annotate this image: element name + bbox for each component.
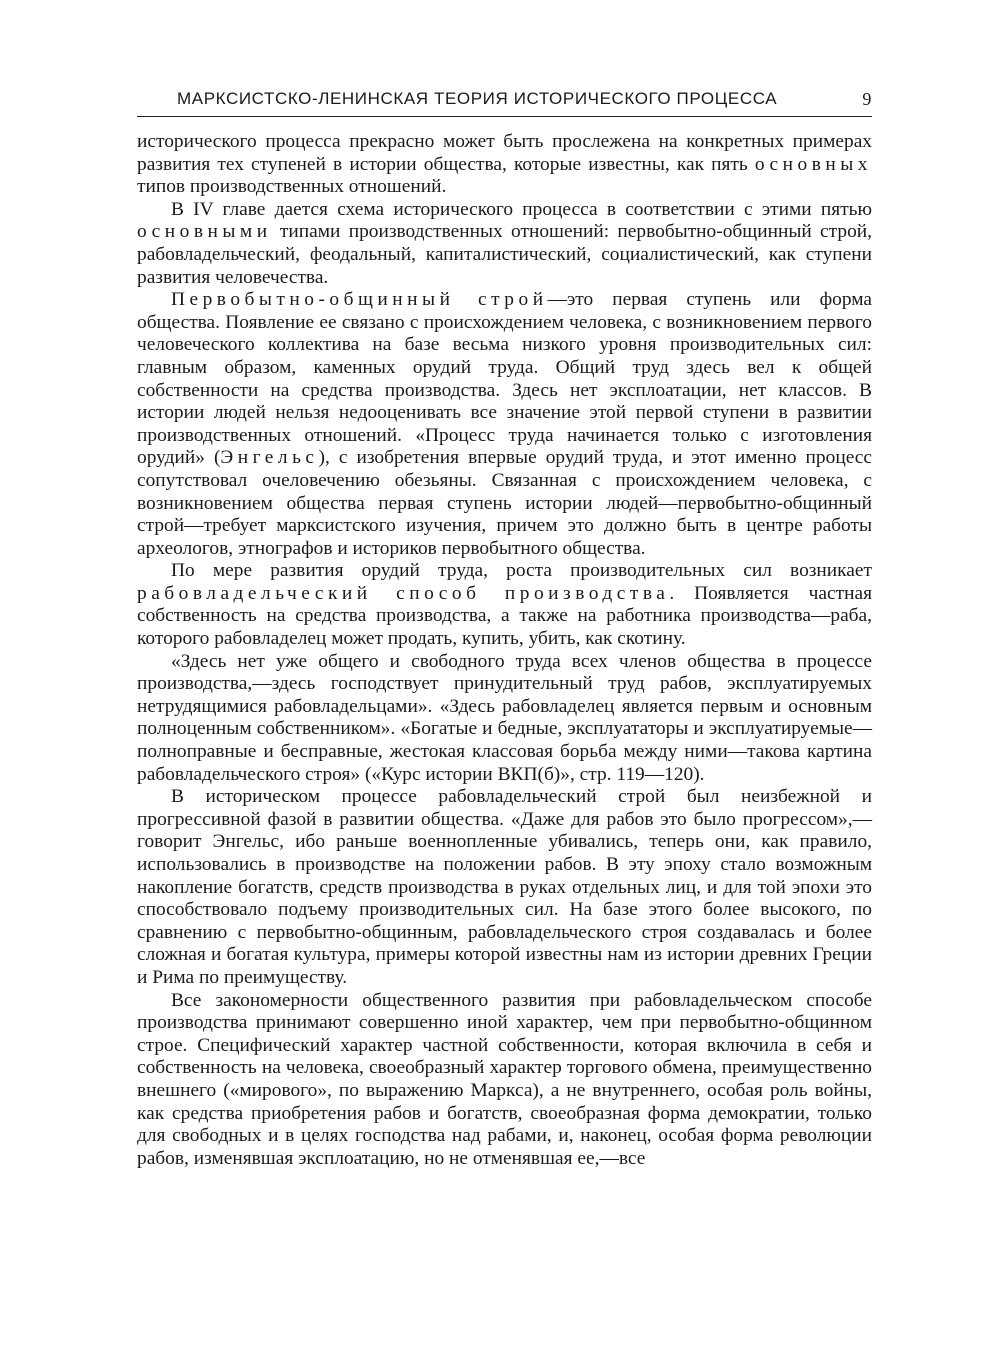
text-segment: ), с изобретения впервые орудий труда, и этот именно процесс сопутствовал очеловечению обезьяны. Связанная с происхождением человека, с возникновением общества первая ступень истории людей—первобытно-общинный строй—требует марксистского изучения, причем это должно быть в центре работы археологов, этнографов и историков первобытного общества. <box>137 447 873 559</box>
paragraph-5 <box>137 651 872 787</box>
text-segment: —это первая ступень или форма общества. Появление ее связано с происхождением человека, с возникновением первого человеческого коллектива на базе весьма низкого уровня производительных сил: главным образом, каменных орудий труда. Общий труд здесь вел к общей собственности на средства производства. Здесь нет эксплоатации, нет классов. В истории людей нельзя недооценивать все значение этой первой ступени в развитии производственных отношений. «Процесс труда начинается только с изготовления орудий» ( <box>137 289 872 469</box>
paragraph-3 <box>137 289 872 560</box>
text-segment: По мере развития орудий труда, роста производительных сил возникает <box>171 560 872 582</box>
paragraph-4 <box>137 560 872 650</box>
book-page <box>137 84 872 1170</box>
paragraph-1 <box>137 131 872 199</box>
paragraph-7 <box>137 990 872 1171</box>
body-text <box>137 131 872 1170</box>
text-segment: типами производственных отношений: первобытно-общинный строй, рабовладельческий, феодальный, капиталистический, социалистический, как ступени развития человечества. <box>137 221 872 288</box>
page-number: 9 <box>862 89 872 109</box>
paragraph-6 <box>137 786 872 989</box>
spaced-term: основных <box>754 153 872 175</box>
text-segment: Все закономерности общественного развития при рабовладельческом способе производства принимают совершенно иной характер, чем при первобытно-общинном строе. Специфический характер частной собственности, которая включила в себя и собственность на человека, своеобразный характер торгового обмена, преимущественно внешнего («мирового», по выражению Маркса), а не внутреннего, особая роль войны, как средства приобретения рабов и богатств, своеобразная форма демократии, только для свободных и в целях господства над рабами, и, наконец, особая форма революции рабов, изменявшая эксплоатацию, но не отменявшая ее,—все <box>137 989 872 1169</box>
text-segment: «Здесь нет уже общего и свободного труда всех членов общества в процессе производства,—здесь господствует принудительный труд рабов, эксплуатируемых нетрудящимися рабовладельцами». «Здесь рабовладелец является первым и основным полноценным собственником». «Богатые и бедные, эксплуататоры и эксплуатируемые—полноправные и бесправные, жестокая классовая борьба между ними—такова картина рабовладельческого строя» («Курс истории ВКП(б)», стр. 119—120). <box>137 650 872 785</box>
text-segment: исторического процесса прекрасно может быть прослежена на конкретных примерах развития тех ступеней в истории общества, которые известны, как пять <box>137 131 872 175</box>
text-segment: типов производственных отношений. <box>137 176 447 198</box>
running-header <box>137 84 872 117</box>
text-segment: . Появляется частная собственность на средства производства, а также на работника производства—раба, которого рабовладелец может продать, купить, убить, как скотину. <box>137 582 872 650</box>
spaced-term: Первобытно-общинный строй <box>171 289 548 311</box>
spaced-term: основными <box>137 221 272 243</box>
text-segment: В IV главе дается схема исторического процесса в соответствии с этими пятью <box>171 198 872 220</box>
paragraph-2 <box>137 199 872 289</box>
running-title: МАРКСИСТСКО-ЛЕНИНСКАЯ ТЕОРИЯ ИСТОРИЧЕСКОГО ПРОЦЕССА <box>177 89 778 108</box>
spaced-author: Энгельс <box>220 447 319 469</box>
text-segment: В историческом процессе рабовладельческий строй был неизбежной и прогрессивной фазой в развитии общества. «Даже для рабов это было прогрессом»,—говорит Энгельс, ибо раньше военнопленные убивались, теперь они, как правило, использовались в производстве на положении рабов. В эту эпоху стало возможным накопление богатств, средств производства в руках отдельных лиц, и для той эпохи это способствовало подъему производительных сил. На базе этого более высокого, по сравнению с первобытно-общинным, рабовладельческого строя создавалась и более сложная и богатая культура, примеры которой известны нам из истории древних Греции и Рима по преимуществу. <box>137 786 872 988</box>
spaced-term: рабовладельческий способ производства <box>137 582 670 604</box>
